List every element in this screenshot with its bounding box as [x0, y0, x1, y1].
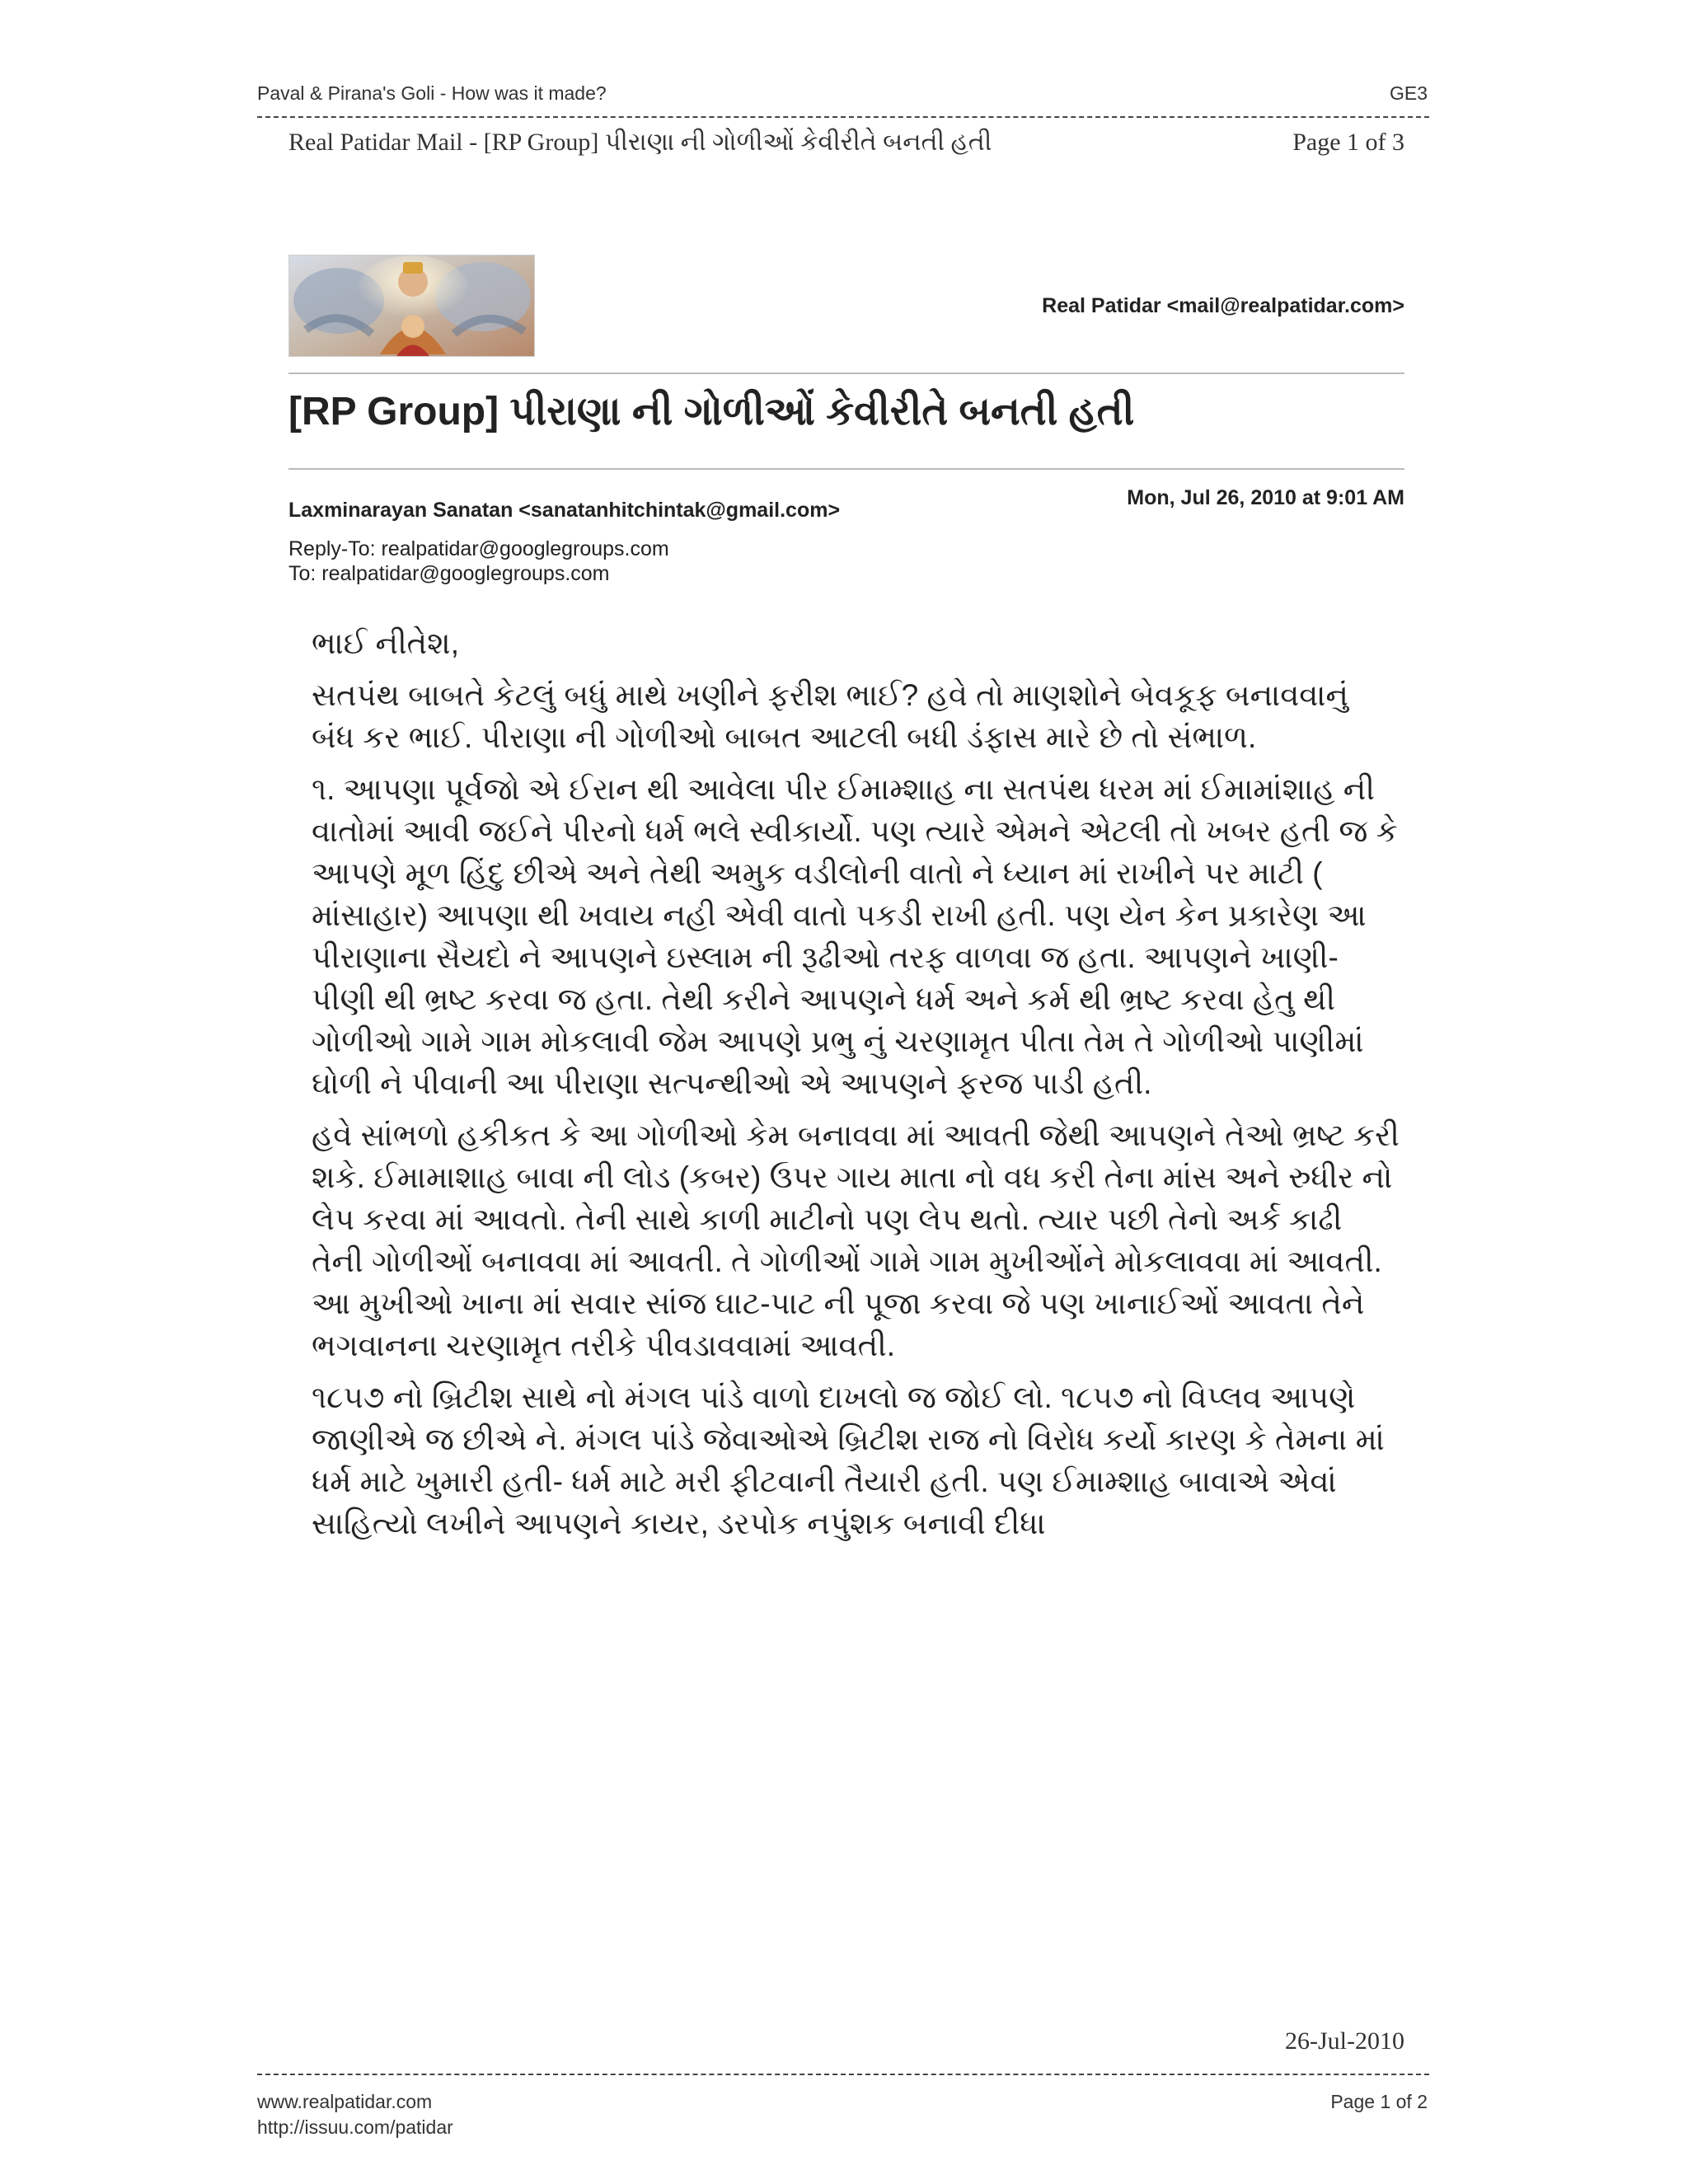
message-from: Laxminarayan Sanatan <sanatanhitchintak@gmail.com> — [288, 499, 841, 522]
email-subject: [RP Group] પીરાણા ની ગોળીઓં કેવીરીતે બનતી હતી — [288, 390, 1135, 434]
subject-top-divider — [288, 373, 1404, 374]
print-footer-date: 26-Jul-2010 — [1285, 2027, 1404, 2055]
footer-dashed-divider — [257, 2074, 1429, 2075]
message-date: Mon, Jul 26, 2010 at 9:01 AM — [1127, 486, 1404, 509]
print-header-title: Real Patidar Mail - [RP Group] પીરાણા ની ગોળીઓં કેવીરીતે બનતી હતી — [288, 129, 992, 156]
sender-address: Real Patidar <mail@realpatidar.com> — [1042, 294, 1404, 317]
body-paragraph: હવે સાંભળો હકીકત કે આ ગોળીઓ કેમ બનાવવા માં આવતી જેથી આપણને તેઓ ભ્રષ્ટ કરી શકે. ઈમામાશાહ બાવા ની લોડ (કબર) ઉપર ગાય માતા નો વધ કરી તેના માંસ અને રુધીર નો લેપ કરવા માં આવતો. તેની સાથે કાળી માટીનો પણ લેપ થતો. ત્યાર પછી તેનો અર્ક કાઢી તેની ગોળીઓં બનાવવા માં આવતી. તે ગોળીઓં ગામે ગામ મુખીઓંને મોકલાવવા માં આવતી. આ મુખીઓ ખાના માં સવાર સાંજ ઘાટ-પાટ ની પૂજા કરવા જે પણ ખાનાઈઓં આવતા તેને ભગવાનના ચરણામૃત તરીકે પીવડાવવામાં આવતી. — [312, 1118, 1400, 1362]
deity-image-icon — [289, 255, 534, 356]
body-paragraph: ૧૮૫૭ નો બ્રિટીશ સાથે નો મંગલ પાંડે વાળો દાખલો જ જોઈ લો. ૧૮૫૭ નો વિપ્લવ આપણે જાણીએ જ છીએ ને. મંગલ પાંડે જેવાઓએ બ્રિટીશ રાજ નો વિરોધ કર્યો કારણ કે તેમના માં ધર્મ માટે ખુમારી હતી- ધર્મ માટે મરી ફીટવાની તૈયારી હતી. પણ ઈમામ્શાહ બાવાએ એવાં સાહિત્યો લખીને આપણને કાયર, ડરપોક નપુંશક બનાવી દીધા — [312, 1380, 1385, 1540]
body-paragraph: ૧. આપણા પૂર્વજો એ ઈરાન થી આવેલા પીર ઈમામ્શાહ ના સતપંથ ધરમ માં ઈમામાંશાહ ની વાતોમાં આવી જઈને પીરનો ધર્મ ભલે સ્વીકાર્યો. પણ ત્યારે એમને એટલી તો ખબર હતી જ કે આપણે મૂળ હિંદુ છીએ અને તેથી અમુક વડીલોની વાતો ને ધ્યાન માં રાખીને પર માટી ( માંસાહાર) આપણા થી ખવાય નહી એવી વાતો પકડી રાખી હતી. પણ યેન કેન પ્રકારેણ આ પીરાણાના સૈયદો ને આપણને ઇસ્લામ ની રૂઢીઓ તરફ વાળવા જ હતા. આપણને ખાણી-પીણી થી ભ્રષ્ટ કરવા જ હતા. તેથી કરીને આપણને ધર્મ અને કર્મ થી ભ્રષ્ટ કરવા હેતુ થી ગોળીઓ ગામે ગામ મોકલાવી જેમ આપણે પ્રભુ નું ચરણામૃત પીતા તેમ તે ગોળીઓ પાણીમાં ઘોળી ને પીવાની આ પીરાણા સત્પન્થીઓ એ આપણને ફરજ પાડી હતી. — [312, 772, 1398, 1100]
subject-bottom-divider — [288, 468, 1404, 470]
body-paragraph: સતપંથ બાબતે કેટલું બધું માથે ખણીને ફરીશ ભાઈ? હવે તો માણશોને બેવકૂફ બનાવવાનું બંધ કર ભાઈ. પીરાણા ની ગોળીઓ બાબત આટલી બધી ડંફાસ મારે છે તો સંભાળ. — [312, 678, 1348, 754]
page-header-code: GE3 — [1389, 82, 1428, 104]
message-body — [312, 622, 1400, 1554]
footer-website-link[interactable]: www.realpatidar.com — [257, 2091, 433, 2112]
header-dashed-divider — [257, 116, 1429, 118]
message-to: To: realpatidar@googlegroups.com — [288, 562, 610, 585]
footer-page-number: Page 1 of 2 — [1330, 2091, 1428, 2112]
footer-issuu-link[interactable]: http://issuu.com/patidar — [257, 2116, 453, 2138]
page-header-title: Paval & Pirana's Goli - How was it made? — [257, 82, 607, 104]
print-header-page: Page 1 of 3 — [1292, 129, 1404, 156]
body-greeting: ભાઈ નીતેશ, — [312, 626, 459, 660]
message-reply-to: Reply-To: realpatidar@googlegroups.com — [288, 537, 669, 560]
sender-logo — [288, 255, 535, 357]
